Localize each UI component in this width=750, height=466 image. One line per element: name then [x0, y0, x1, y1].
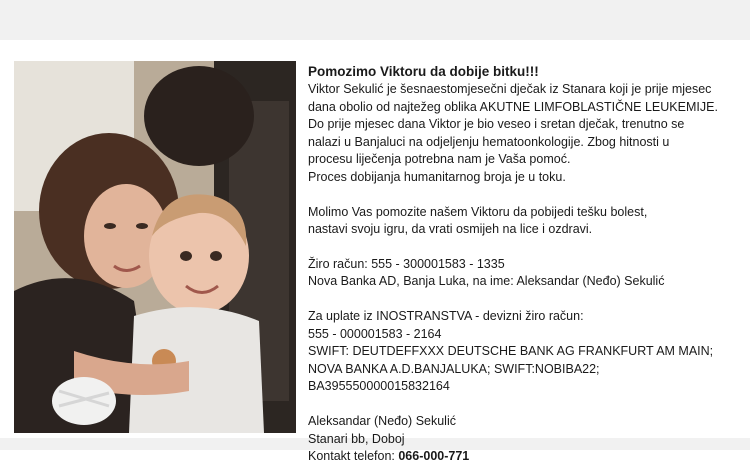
appeal-title: Pomozimo Viktoru da dobije bitku!!!	[308, 64, 539, 79]
foreign-swift-line-1: SWIFT: DEUTDEFFXXX DEUTSCHE BANK AG FRANKFURT AM MAIN;	[308, 344, 714, 359]
top-band	[0, 0, 750, 40]
domestic-account-bank: Nova Banka AD, Banja Luka, na ime: Aleksandar (Neđo) Sekulić	[308, 274, 665, 289]
family-photo	[14, 61, 296, 433]
foreign-swift-line-2: NOVA BANKA A.D.BANJALUKA; SWIFT:NOBIBA22; BA395550000015832164	[308, 361, 600, 394]
appeal-text	[308, 63, 744, 466]
foreign-account-heading: Za uplate iz INOSTRANSTVA - devizni žiro račun:	[308, 308, 584, 323]
foreign-account-number: 555 - 000001583 - 2164	[308, 326, 442, 341]
contact-address: Stanari bb, Doboj	[308, 431, 405, 446]
intro-line: Do prije mjesec dana Viktor je bio veseo i sretan dječak, trenutno se	[308, 117, 685, 132]
contact-name: Aleksandar (Neđo) Sekulić	[308, 413, 456, 428]
intro-line: nalazi u Banjaluci na odjeljenju hematoonkologije. Zbog hitnosti u	[308, 134, 670, 149]
intro-line: dana obolio od najtežeg oblika AKUTNE LIMFOBLASTIČNE LEUKEMIJE.	[308, 99, 718, 114]
contact-phone-value: 066-000-771	[398, 449, 470, 464]
contact-phone-label: Kontakt telefon:	[308, 449, 399, 464]
plea-line: nastavi svoju igru, da vrati osmijeh na lice i ozdravi.	[308, 222, 593, 237]
domestic-account-number: Žiro račun: 555 - 300001583 - 1335	[308, 256, 505, 271]
contact-phone	[308, 448, 744, 466]
intro-line: Viktor Sekulić je šesnaestomjesečni dječak iz Stanara koji je prije mjesec	[308, 82, 712, 96]
intro-line: Proces dobijanja humanitarnog broja je u toku.	[308, 169, 566, 184]
intro-line: procesu liječenja potrebna nam je Vaša pomoć.	[308, 152, 571, 167]
plea-line: Molimo Vas pomozite našem Viktoru da pobijedi tešku bolest,	[308, 204, 648, 219]
